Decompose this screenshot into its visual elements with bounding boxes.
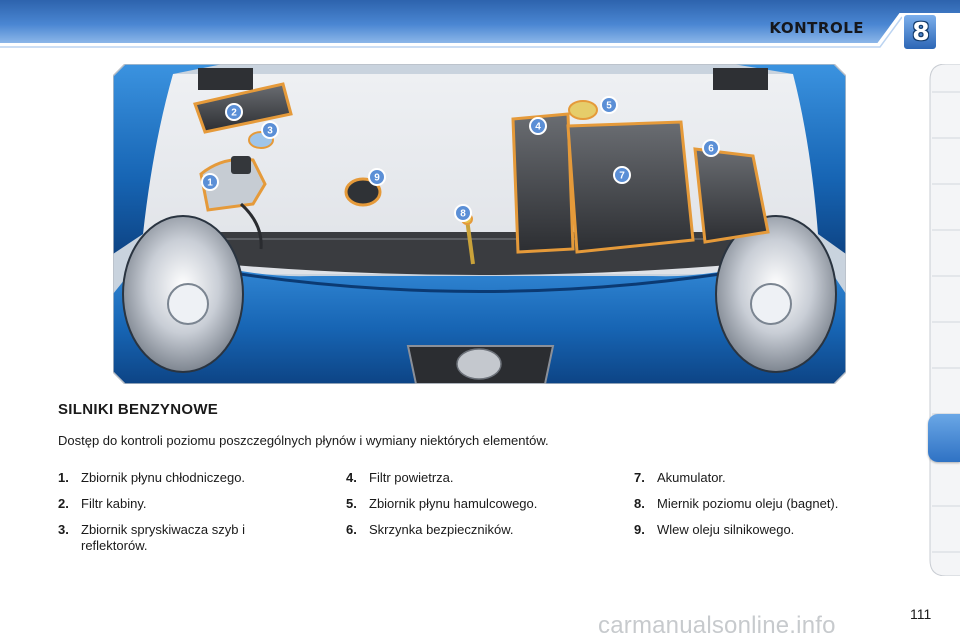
item-number: 2.	[58, 496, 69, 511]
callout-4	[530, 118, 546, 134]
list-item	[634, 496, 904, 512]
item-text: Zbiornik płynu chłodniczego.	[81, 470, 246, 485]
callout-6	[703, 140, 719, 156]
item-number: 8.	[634, 496, 645, 511]
item-text: Akumulator.	[657, 470, 726, 485]
item-text: Filtr powietrza.	[369, 470, 454, 485]
item-number: 5.	[346, 496, 357, 511]
item-text: Wlew oleju silnikowego.	[657, 522, 795, 537]
page-header	[0, 0, 960, 56]
callout-5	[601, 97, 617, 113]
list-item	[346, 522, 616, 538]
items-column-3	[634, 470, 904, 548]
item-number: 3.	[58, 522, 69, 537]
callout-1	[202, 174, 218, 190]
chapter-tabs	[926, 64, 960, 576]
item-number: 6.	[346, 522, 357, 537]
chapter-number-badge: 8	[912, 17, 930, 46]
svg-text:6: 6	[708, 143, 714, 155]
callout-7	[614, 167, 630, 183]
list-item	[634, 522, 904, 538]
item-number: 9.	[634, 522, 645, 537]
list-item	[58, 496, 328, 512]
svg-text:4: 4	[535, 121, 541, 133]
list-item	[634, 470, 904, 486]
item-text: Zbiornik spryskiwacza szyb i reflektorów.	[81, 522, 245, 553]
item-number: 1.	[58, 470, 69, 485]
item-text: Filtr kabiny.	[81, 496, 147, 511]
chapter-tab-8[interactable]	[928, 414, 960, 462]
list-item	[58, 470, 328, 486]
list-item	[346, 470, 616, 486]
callout-2	[226, 104, 242, 120]
engine-bay-figure	[113, 64, 846, 384]
svg-text:7: 7	[619, 170, 625, 182]
svg-text:3: 3	[267, 125, 273, 137]
chapter-title: KONTROLE	[769, 19, 864, 37]
callout-3	[262, 122, 278, 138]
item-text: Skrzynka bezpieczników.	[369, 522, 514, 537]
items-column-2	[346, 470, 616, 548]
item-number: 7.	[634, 470, 645, 485]
watermark: carmanualsonline.info	[598, 612, 836, 639]
section-intro: Dostęp do kontroli poziomu poszczególnych płynów i wymiany niektórych elementów.	[58, 433, 549, 448]
item-text: Miernik poziomu oleju (bagnet).	[657, 496, 839, 511]
callout-9	[369, 169, 385, 185]
item-number: 4.	[346, 470, 357, 485]
svg-text:8: 8	[460, 208, 466, 220]
svg-text:2: 2	[231, 107, 237, 119]
svg-text:5: 5	[606, 100, 612, 112]
section-title: SILNIKI BENZYNOWE	[58, 401, 219, 418]
page-number: 111	[910, 606, 932, 622]
items-column-1	[58, 470, 328, 564]
item-text: Zbiornik płynu hamulcowego.	[369, 496, 538, 511]
list-item	[346, 496, 616, 512]
list-item	[58, 522, 296, 554]
callout-8	[455, 205, 471, 221]
svg-text:1: 1	[207, 177, 213, 189]
svg-text:9: 9	[374, 172, 380, 184]
